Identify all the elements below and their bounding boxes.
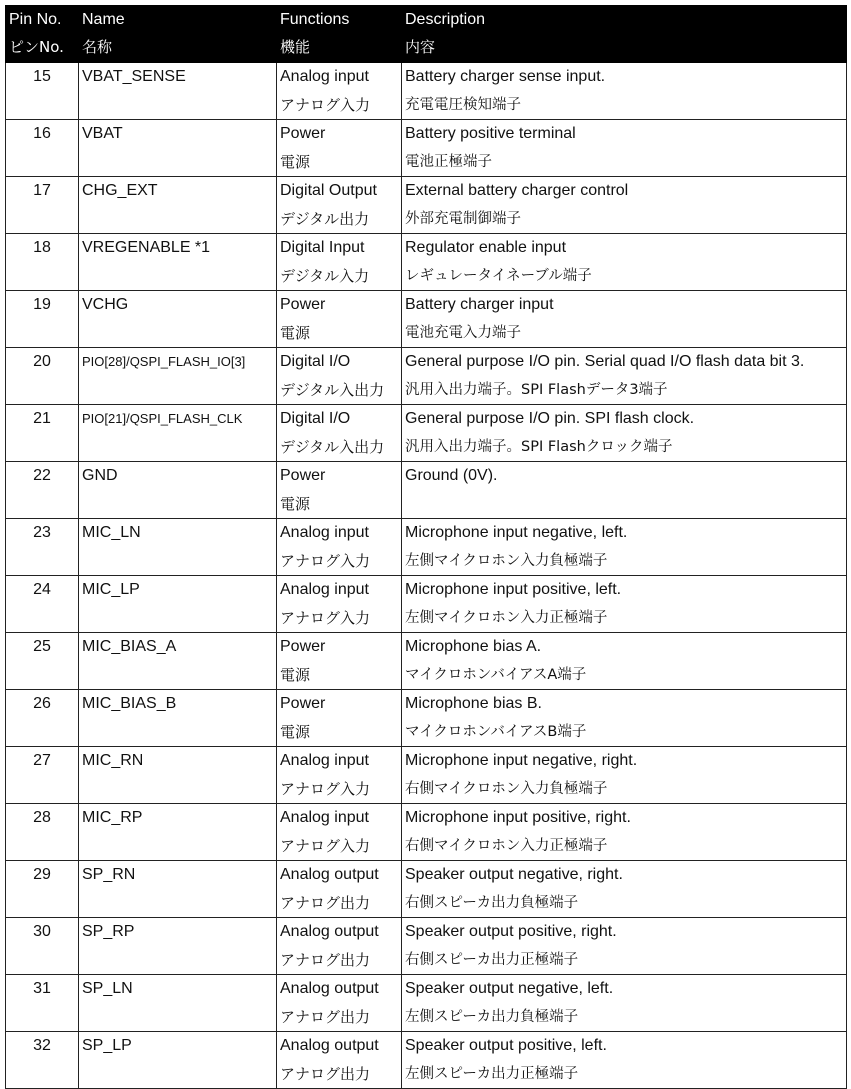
description-ja: 汎用入出力端子。SPI Flashデータ3端子 [405,382,668,398]
description-cell [402,405,847,462]
header-functions [277,6,402,63]
function-cell [277,576,402,633]
function-cell [277,975,402,1032]
header-desc-ja: 内容 [405,38,436,56]
table-row [6,576,847,633]
function-cell [277,405,402,462]
function-ja: 電源 [280,495,311,513]
description-ja: 外部充電制御端子 [405,211,521,227]
function-en: Analog input [280,68,369,85]
pin-number-cell [6,291,79,348]
function-en: Analog input [280,524,369,541]
function-en: Analog input [280,581,369,598]
pin-number: 29 [33,866,51,883]
function-cell [277,690,402,747]
pin-name: PIO[28]/QSPI_FLASH_IO[3] [82,354,246,369]
pin-number: 21 [33,410,51,427]
pin-number-cell [6,63,79,120]
pin-number: 23 [33,524,51,541]
table-row [6,918,847,975]
pin-number-cell [6,405,79,462]
pin-name: GND [82,467,118,484]
pin-name-cell [79,177,277,234]
function-cell [277,291,402,348]
function-en: Power [280,296,326,313]
pin-number: 22 [33,467,51,484]
function-cell [277,519,402,576]
function-ja: 電源 [280,723,311,741]
header-name-ja: 名称 [82,38,113,56]
pin-number: 27 [33,752,51,769]
function-en: Digital Input [280,239,365,256]
table-row [6,120,847,177]
table-row [6,1032,847,1089]
description-en: Regulator enable input [405,239,567,256]
pin-name: MIC_RP [82,809,143,826]
pin-number: 30 [33,923,51,940]
description-ja: 電池正極端子 [405,154,492,170]
pin-name-cell [79,234,277,291]
description-cell [402,918,847,975]
pin-name-cell [79,747,277,804]
pin-name-cell [79,348,277,405]
description-ja: 左側マイクロホン入力負極端子 [405,553,608,569]
header-func-ja: 機能 [280,38,311,56]
function-ja: アナログ入力 [280,609,371,627]
description-en: General purpose I/O pin. Serial quad I/O flash data bit 3. [405,353,805,370]
function-en: Analog output [280,866,379,883]
pin-number-cell [6,462,79,519]
pin-number: 26 [33,695,51,712]
function-ja: アナログ入力 [280,96,371,114]
pin-name: MIC_RN [82,752,144,769]
description-ja: 左側マイクロホン入力正極端子 [405,610,608,626]
pin-number-cell [6,918,79,975]
table-row [6,633,847,690]
function-en: Analog output [280,923,379,940]
header-pin-ja: ピンNo. [9,38,64,56]
pin-name: CHG_EXT [82,182,158,199]
function-cell [277,63,402,120]
description-ja: 右側スピーカ出力負極端子 [405,895,579,911]
pin-number: 24 [33,581,51,598]
function-en: Digital I/O [280,410,351,427]
description-cell [402,861,847,918]
pin-number: 17 [33,182,51,199]
table-row [6,690,847,747]
pin-number-cell [6,804,79,861]
function-en: Digital Output [280,182,377,199]
pin-name-cell [79,861,277,918]
function-ja: 電源 [280,153,311,171]
description-en: External battery charger control [405,182,629,199]
pin-name-cell [79,576,277,633]
description-cell [402,576,847,633]
description-cell [402,462,847,519]
function-ja: デジタル入力 [280,267,370,285]
pin-name: VBAT [82,125,123,142]
pin-name-cell [79,519,277,576]
description-ja [405,490,843,518]
pin-name-cell [79,462,277,519]
pin-name: VREGENABLE *1 [82,239,211,256]
table-row [6,975,847,1032]
function-ja: アナログ出力 [280,1008,371,1026]
pin-name-cell [79,63,277,120]
function-cell [277,633,402,690]
description-ja: 右側スピーカ出力正極端子 [405,952,579,968]
function-ja: デジタル入出力 [280,381,385,399]
description-ja: 汎用入出力端子。SPI Flashクロック端子 [405,439,673,455]
description-ja: 充電電圧検知端子 [405,97,521,113]
table-row [6,63,847,120]
pin-number: 32 [33,1037,51,1054]
table-row [6,747,847,804]
pin-name-cell [79,1032,277,1089]
header-pin [6,6,79,63]
pin-number: 28 [33,809,51,826]
table-row [6,234,847,291]
function-ja: アナログ入力 [280,552,371,570]
pin-name: VCHG [82,296,129,313]
description-ja: 右側マイクロホン入力正極端子 [405,838,608,854]
table-row [6,861,847,918]
function-en: Power [280,467,326,484]
description-en: Battery positive terminal [405,125,576,142]
function-en: Analog output [280,1037,379,1054]
header-pin-en: Pin No. [9,11,62,28]
description-cell [402,633,847,690]
header-desc-en: Description [405,11,486,28]
description-en: Microphone input positive, left. [405,581,622,598]
description-cell [402,291,847,348]
function-cell [277,234,402,291]
function-en: Analog input [280,752,369,769]
function-cell [277,462,402,519]
function-en: Analog input [280,809,369,826]
pin-number: 16 [33,125,51,142]
description-en: Microphone input positive, right. [405,809,631,826]
pin-number-cell [6,975,79,1032]
function-cell [277,1032,402,1089]
function-en: Power [280,125,326,142]
function-en: Analog output [280,980,379,997]
function-ja: 電源 [280,666,311,684]
description-cell [402,804,847,861]
description-ja: 右側マイクロホン入力負極端子 [405,781,608,797]
table-row [6,177,847,234]
function-cell [277,348,402,405]
function-ja: デジタル出力 [280,210,370,228]
function-cell [277,918,402,975]
description-cell [402,120,847,177]
description-en: Microphone bias B. [405,695,542,712]
description-en: Microphone input negative, left. [405,524,628,541]
description-ja: レギュレータイネーブル端子 [405,268,592,284]
function-cell [277,177,402,234]
pin-name-cell [79,975,277,1032]
pin-name: MIC_BIAS_B [82,695,177,712]
pin-number-cell [6,120,79,177]
description-en: Speaker output negative, left. [405,980,614,997]
table-row [6,519,847,576]
pin-number-cell [6,177,79,234]
function-cell [277,804,402,861]
table-header-row [6,6,847,63]
function-ja: 電源 [280,324,311,342]
pin-name-cell [79,405,277,462]
description-cell [402,1032,847,1089]
description-en: Microphone bias A. [405,638,542,655]
pin-number-cell [6,348,79,405]
description-ja: マイクロホンバイアスB端子 [405,724,587,740]
header-func-en: Functions [280,11,350,28]
function-ja: アナログ出力 [280,951,371,969]
description-en: Speaker output positive, left. [405,1037,607,1054]
description-cell [402,234,847,291]
description-en: Speaker output positive, right. [405,923,617,940]
function-ja: アナログ出力 [280,1065,371,1083]
header-name-en: Name [82,11,125,28]
pin-number-cell [6,576,79,633]
pin-number: 20 [33,353,51,370]
table-row [6,405,847,462]
description-ja: 左側スピーカ出力正極端子 [405,1066,579,1082]
pin-name: SP_RN [82,866,136,883]
pin-name: MIC_LN [82,524,141,541]
function-ja: アナログ入力 [280,837,371,855]
table-row [6,291,847,348]
description-cell [402,177,847,234]
pin-number-cell [6,690,79,747]
function-en: Digital I/O [280,353,351,370]
table-row [6,348,847,405]
pin-number-cell [6,633,79,690]
pin-number: 18 [33,239,51,256]
pin-number: 19 [33,296,51,313]
description-cell [402,975,847,1032]
pin-table [5,5,847,1089]
pin-name-cell [79,633,277,690]
description-en: Battery charger input [405,296,554,313]
description-en: Battery charger sense input. [405,68,606,85]
description-cell [402,63,847,120]
function-cell [277,747,402,804]
pin-number: 25 [33,638,51,655]
pin-number-cell [6,1032,79,1089]
pin-name-cell [79,804,277,861]
description-en: Speaker output negative, right. [405,866,623,883]
pin-name-cell [79,690,277,747]
pin-number-cell [6,861,79,918]
table-row [6,804,847,861]
description-ja: マイクロホンバイアスA端子 [405,667,587,683]
function-ja: アナログ入力 [280,780,371,798]
pin-name: PIO[21]/QSPI_FLASH_CLK [82,411,243,426]
description-cell [402,519,847,576]
pin-name: MIC_LP [82,581,140,598]
function-ja: デジタル入出力 [280,438,385,456]
pin-name: SP_RP [82,923,135,940]
pin-number-cell [6,747,79,804]
description-cell [402,747,847,804]
pin-name: SP_LN [82,980,133,997]
pin-name-cell [79,291,277,348]
description-cell [402,348,847,405]
pin-name: SP_LP [82,1037,132,1054]
description-cell [402,690,847,747]
function-ja: アナログ出力 [280,894,371,912]
description-ja: 左側スピーカ出力負極端子 [405,1009,579,1025]
function-cell [277,120,402,177]
pin-name: VBAT_SENSE [82,68,186,85]
description-en: General purpose I/O pin. SPI flash clock. [405,410,695,427]
pin-number-cell [6,519,79,576]
pin-name-cell [79,918,277,975]
header-description [402,6,847,63]
description-en: Microphone input negative, right. [405,752,638,769]
function-cell [277,861,402,918]
function-en: Power [280,695,326,712]
function-en: Power [280,638,326,655]
pin-number-cell [6,234,79,291]
pin-name: MIC_BIAS_A [82,638,177,655]
pin-name-cell [79,120,277,177]
description-ja: 電池充電入力端子 [405,325,521,341]
description-en: Ground (0V). [405,467,498,484]
table-row [6,462,847,519]
pin-number: 31 [33,980,51,997]
pin-number: 15 [33,68,51,85]
header-name [79,6,277,63]
